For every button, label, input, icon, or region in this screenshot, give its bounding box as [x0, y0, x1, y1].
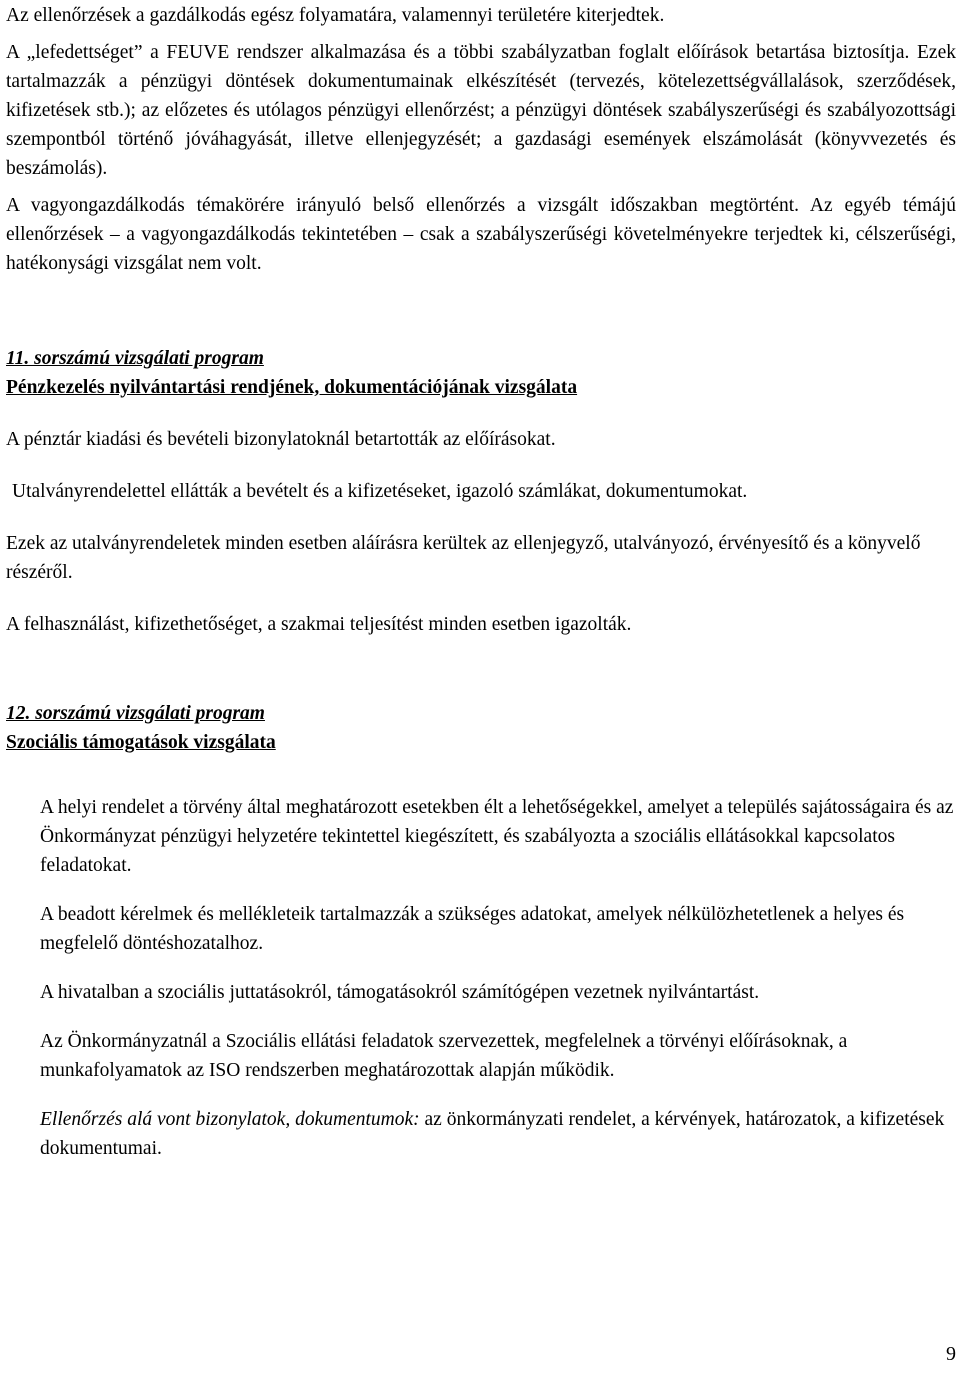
program-12-statement-2: A beadott kérelmek és mellékleteik tartalmazzák a szükséges adatokat, amelyek nélkülözhetetlenek a helyes és megfelelő döntéshozatalhoz.	[40, 904, 905, 954]
program-11-statement-2: Utalványrendelettel ellátták a bevételt és a kifizetéseket, igazoló számlákat, dokumentumokat.	[12, 481, 748, 502]
program-11-statement-4: A felhasználást, kifizethetőséget, a szakmai teljesítést minden esetben igazolták.	[6, 614, 632, 635]
page-number: 9	[946, 1343, 956, 1365]
program-12-title	[6, 728, 956, 757]
program-12-number	[6, 699, 956, 728]
document-page	[6, 0, 956, 1163]
paragraph-coverage: Az ellenőrzések a gazdálkodás egész folyamatára, valamennyi területére kiterjedtek.	[6, 5, 665, 26]
paragraph-asset-management: A vagyongazdálkodás témakörére irányuló belső ellenőrzés a vizsgált időszakban megtörtént. Az egyéb témájú ellenőrzések – a vagyongazdálkodás tekintetében – csak a szabályszerűségi követelményekre terjedtek ki, célszerűségi, hatékonysági vizsgálat nem volt.	[6, 195, 956, 274]
program-12-statement-1: A helyi rendelet a törvény által meghatározott esetekben élt a lehetőségekkel, amelyet a település sajátosságaira és az Önkormányzat pénzügyi helyzetére tekintettel kiegészített, és szabályozta a szociális ellátásokkal kapcsolatos feladatokat.	[40, 797, 954, 876]
program-11-title-text: Pénzkezelés nyilvántartási rendjének, dokumentációjának vizsgálata	[6, 377, 578, 398]
program-12-number-text: 12. sorszámú vizsgálati program	[6, 703, 265, 724]
program-12-title-text: Szociális támogatások vizsgálata	[6, 732, 276, 753]
program-12-section	[6, 699, 956, 1163]
program-11-statement-3: Ezek az utalványrendeletek minden esetben aláírásra kerültek az ellenjegyző, utalványozó, érvényesítő és a könyvelő részéről.	[6, 533, 921, 583]
paragraph-feuve: A „lefedettséget” a FEUVE rendszer alkalmazása és a többi szabályzatban foglalt előírások betartása biztosítja. Ezek tartalmazzák a pénzügyi döntések dokumentumainak elkészítését (tervezés, kötelezettségvállalások, szerződések, kifizetések stb.); az előzetes és utólagos pénzügyi ellenőrzést; a pénzügyi döntések szabályszerűségi és szabályozottsági szempontból történő jóváhagyását, illetve ellenjegyzését; a gazdasági események elszámolását (könyvvezetés és beszámolás).	[6, 42, 956, 179]
program-11-section	[6, 344, 956, 639]
program-11-number	[6, 344, 956, 373]
program-12-statement-3: A hivatalban a szociális juttatásokról, támogatásokról számítógépen vezetnek nyilvántartást.	[40, 982, 760, 1003]
documents-checked-label: Ellenőrzés alá vont bizonylatok, dokumentumok:	[40, 1109, 420, 1130]
documents-checked-text: az önkormányzati rendelet, a kérvények, határozatok, a kifizetések dokumentumai.	[40, 1109, 945, 1159]
program-12-statement-4: Az Önkormányzatnál a Szociális ellátási feladatok szervezettek, megfelelnek a törvényi előírásoknak, a munkafolyamatok az ISO rendszerben meghatározottak alapján működik.	[40, 1031, 848, 1081]
program-12-statement-5	[6, 1105, 956, 1163]
program-11-number-text: 11. sorszámú vizsgálati program	[6, 348, 264, 369]
program-11-title	[6, 373, 956, 402]
program-11-statement-1: A pénztár kiadási és bevételi bizonylatoknál betartották az előírásokat.	[6, 429, 556, 450]
